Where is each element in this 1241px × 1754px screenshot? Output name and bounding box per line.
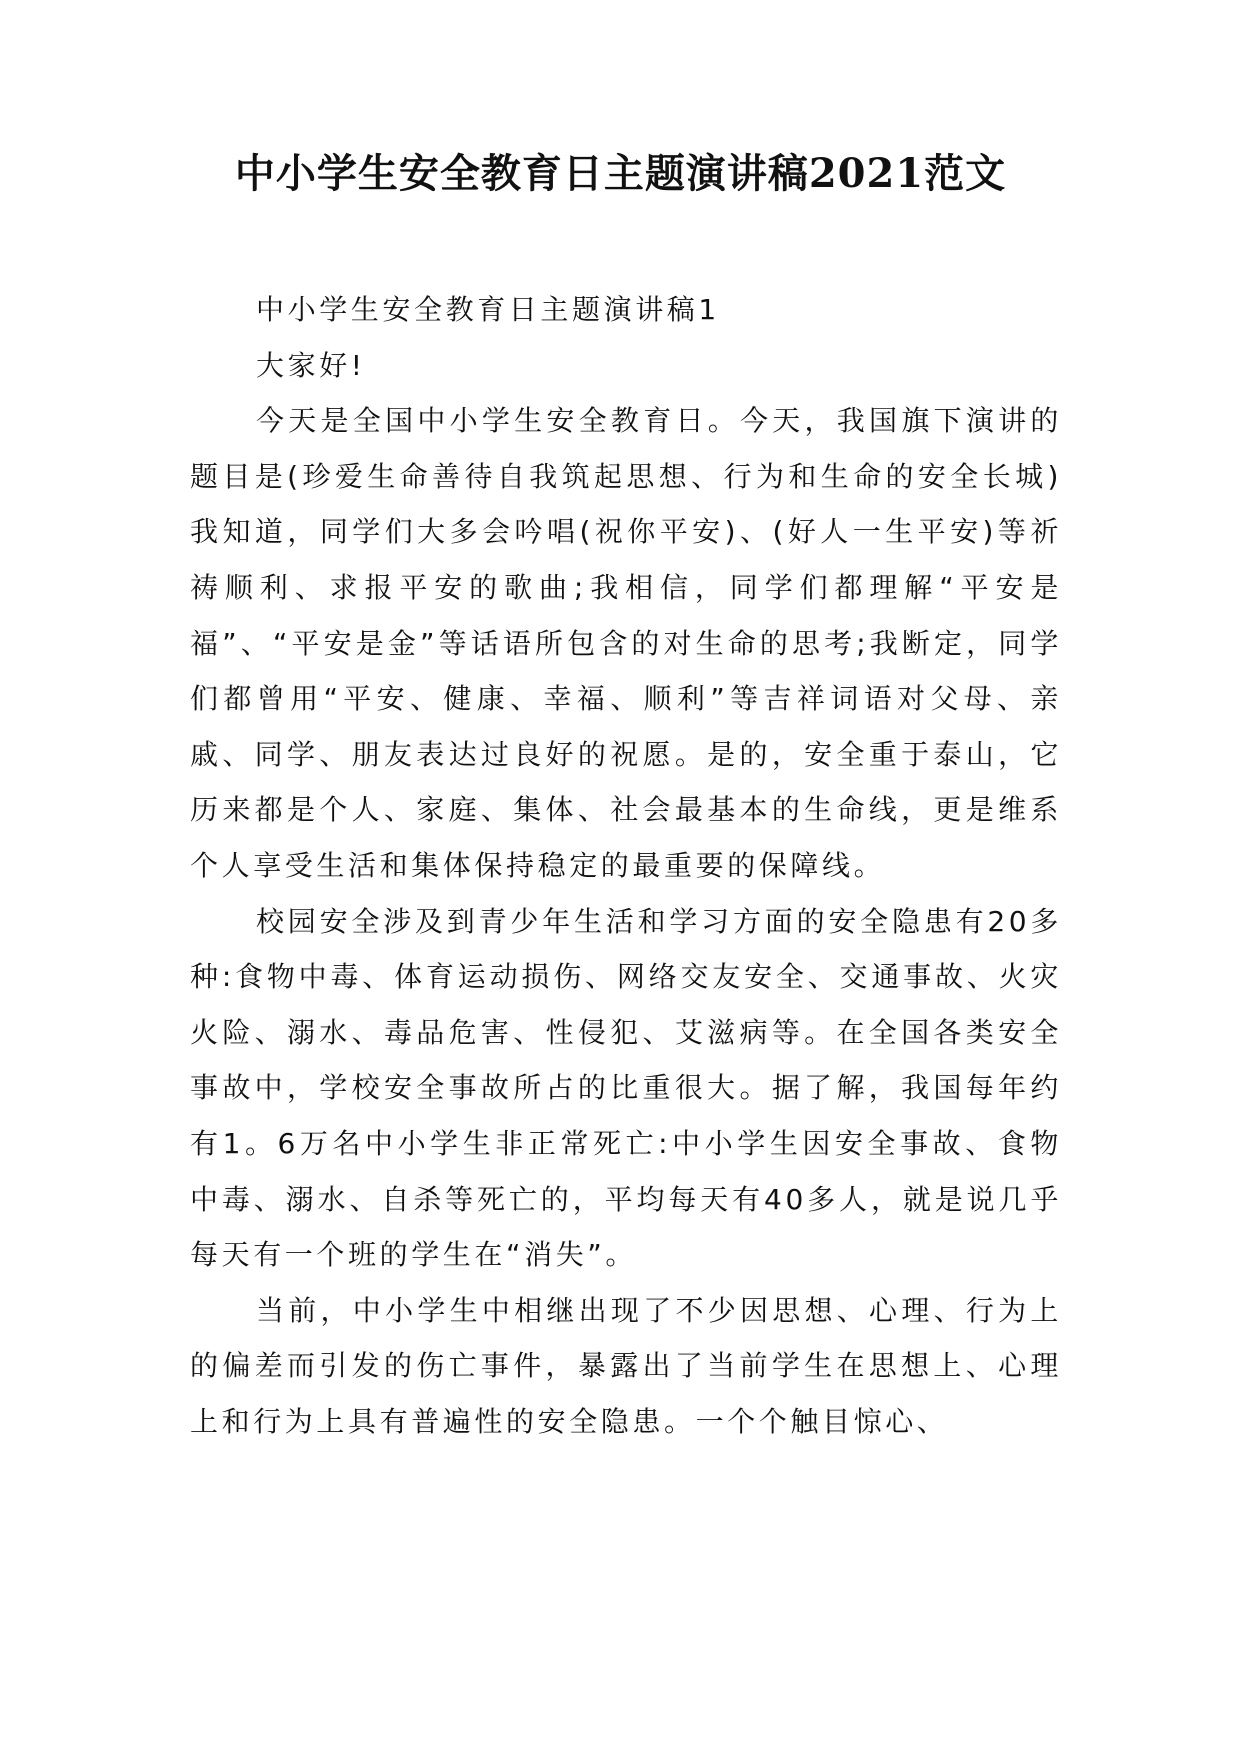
document-body	[190, 282, 1062, 1449]
body-paragraph: 校园安全涉及到青少年生活和学习方面的安全隐患有20多种:食物中毒、体育运动损伤、网络交友安全、交通事故、火灾火险、溺水、毒品危害、性侵犯、艾滋病等。在全国各类安全事故中，学校安全事故所占的比重很大。据了解，我国每年约有1。6万名中小学生非正常死亡:中小学生因安全事故、食物中毒、溺水、自杀等死亡的，平均每天有40多人，就是说几乎每天有一个班的学生在“消失”。	[190, 904, 1062, 1272]
body-paragraph: 今天是全国中小学生安全教育日。今天，我国旗下演讲的题目是(珍爱生命善待自我筑起思想、行为和生命的安全长城)我知道，同学们大多会吟唱(祝你平安)、(好人一生平安)等祈祷顺利、求报平安的歌曲;我相信，同学们都理解“平安是福”、“平安是金”等话语所包含的对生命的思考;我断定，同学们都曾用“平安、健康、幸福、顺利”等吉祥词语对父母、亲戚、同学、朋友表达过良好的祝愿。是的，安全重于泰山，它历来都是个人、家庭、集体、社会最基本的生命线，更是维系个人享受生活和集体保持稳定的最重要的保障线。	[190, 404, 1062, 882]
greeting-paragraph: 大家好!	[256, 348, 366, 382]
document-title: 中小学生安全教育日主题演讲稿2021范文	[234, 150, 1007, 197]
speech-heading: 中小学生安全教育日主题演讲稿1	[256, 293, 720, 326]
body-paragraph: 当前，中小学生中相继出现了不少因思想、心理、行为上的偏差而引发的伤亡事件，暴露出了当前学生在思想上、心理上和行为上具有普遍性的安全隐患。一个个触目惊心、	[190, 1293, 1062, 1438]
